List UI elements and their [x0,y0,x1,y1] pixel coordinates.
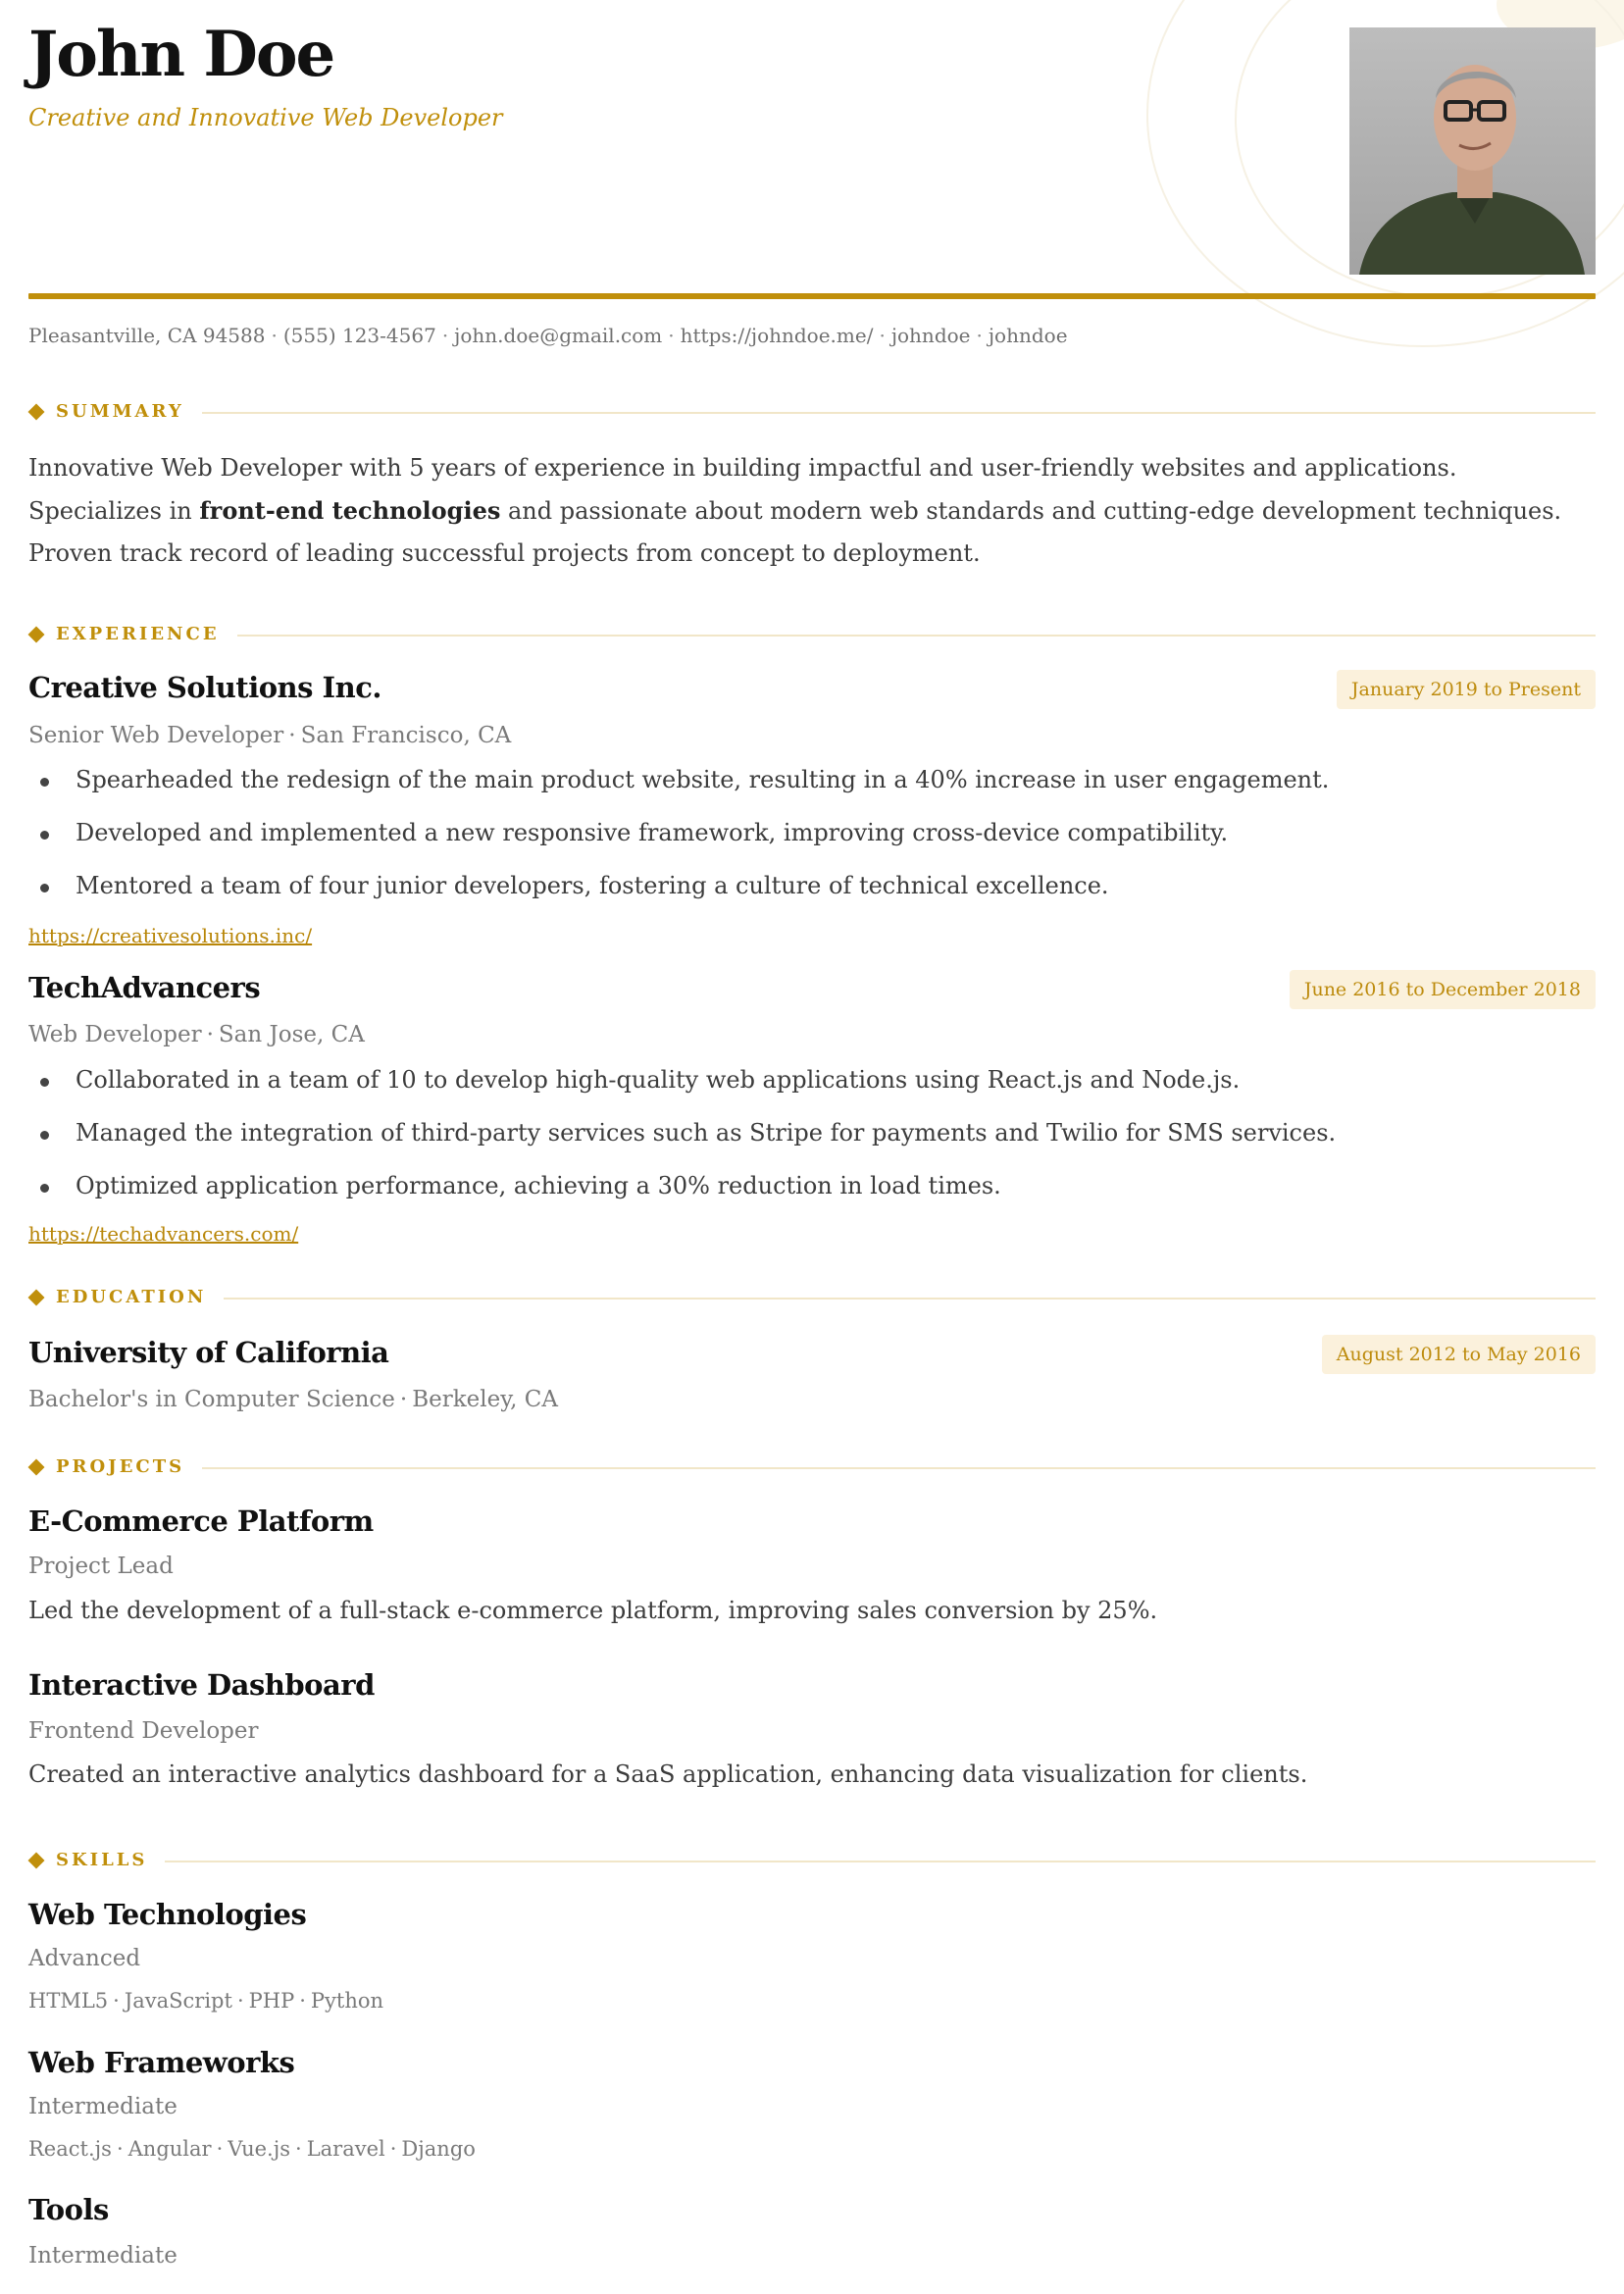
diamond-icon [28,1290,45,1306]
education-location: Berkeley, CA [412,1387,559,1412]
skill-name: Web Technologies [28,1898,307,1931]
experience-date-badge: June 2016 to December 2018 [1290,970,1596,1009]
headline: Creative and Innovative Web Developer [28,104,503,131]
section-heading-education [28,1287,1596,1310]
section-title: PROJECTS [56,1456,202,1477]
section-rule [56,635,1596,637]
experience-subtitle [28,1022,365,1047]
section-heading-projects [28,1456,1596,1480]
separator-dot: · [299,1989,306,2013]
skill-keyword: Laravel [306,2137,385,2161]
experience-highlights [28,766,1596,925]
education-institution: University of California [28,1336,389,1369]
section-title: SKILLS [56,1850,165,1870]
education-date-badge: August 2012 to May 2016 [1322,1335,1596,1374]
experience-location: San Francisco, CA [300,723,512,748]
separator-dot: · [113,1989,120,2013]
section-title: EXPERIENCE [56,624,237,644]
list-item: Managed the integration of third-party services such as Stripe for payments and Twilio for SMS services. [28,1119,1596,1172]
project-name: E-Commerce Platform [28,1504,374,1538]
education-subtitle [28,1387,558,1412]
separator-dot: · [116,2137,124,2161]
separator-dot: · [206,1022,214,1047]
separator-dot: · [216,2137,224,2161]
list-item: Collaborated in a team of 10 to develop high-quality web applications using React.js and Node.js. [28,1066,1596,1119]
diamond-icon [28,404,45,421]
diamond-icon [28,1459,45,1476]
project-role: Frontend Developer [28,1718,259,1744]
section-title: EDUCATION [56,1287,224,1307]
separator-dot: · [976,324,983,347]
summary-text-part: Innovative Web Developer with 5 years of experience in building impactful and user-friendly websites and applications. Specializes in [28,454,1457,525]
profile-photo [1349,27,1596,275]
section-rule [56,412,1596,414]
skill-keywords [28,1989,383,2013]
skill-keyword: Angular [127,2137,212,2161]
project-name: Interactive Dashboard [28,1668,375,1702]
separator-dot: · [441,324,449,347]
list-item: Mentored a team of four junior developers, fostering a culture of technical excellence. [28,872,1596,925]
skill-keyword: React.js [28,2137,112,2161]
separator-dot: · [389,2137,397,2161]
separator-dot: · [271,324,278,347]
section-heading-summary [28,401,1596,425]
experience-highlights [28,1066,1596,1225]
separator-dot: · [668,324,675,347]
contact-address: Pleasantville, CA 94588 [28,324,266,347]
experience-location: San Jose, CA [218,1022,365,1047]
section-title: SUMMARY [56,401,202,422]
skill-keyword: JavaScript [124,1989,232,2013]
candidate-name: John Doe [28,18,334,91]
diamond-icon [28,627,45,643]
skill-keyword: PHP [248,1989,295,2013]
section-heading-experience [28,624,1596,647]
separator-dot: · [399,1387,408,1412]
resume-page [28,0,1596,2294]
skill-level: Intermediate [28,2094,178,2119]
section-rule [56,1467,1596,1469]
experience-position: Senior Web Developer [28,723,284,748]
education-degree: Bachelor's in Computer Science [28,1387,395,1412]
separator-dot: · [288,723,296,748]
contact-website[interactable]: https://johndoe.me/ [680,324,874,347]
contact-profile-2[interactable]: johndoe [988,324,1068,347]
skill-keyword: Vue.js [228,2137,290,2161]
section-rule [56,1861,1596,1862]
skill-name: Tools [28,2193,109,2226]
skill-level: Advanced [28,1946,141,1971]
skill-keyword: Python [310,1989,384,2013]
contact-profile-1[interactable]: johndoe [890,324,971,347]
contact-phone[interactable]: (555) 123-4567 [282,324,436,347]
list-item: Spearheaded the redesign of the main product website, resulting in a 40% increase in user engagement. [28,766,1596,819]
project-role: Project Lead [28,1554,174,1579]
list-item: Optimized application performance, achieving a 30% reduction in load times. [28,1172,1596,1225]
skill-level: Intermediate [28,2243,178,2269]
skill-keywords [28,2137,476,2161]
skill-keyword: Django [401,2137,476,2161]
contact-line [28,324,1068,347]
summary-highlight: front-end technologies [199,496,501,525]
project-description: Led the development of a full-stack e-commerce platform, improving sales conversion by 25%. [28,1597,1158,1624]
contact-email[interactable]: john.doe@gmail.com [454,324,663,347]
section-rule [56,1298,1596,1300]
skill-keyword: HTML5 [28,1989,109,2013]
experience-date-badge: January 2019 to Present [1337,670,1596,709]
summary-text-part: and passionate about modern web standards and cutting-edge development techniques. Proven track record of leading successful projects from concept to deployment. [28,497,1562,567]
project-description: Created an interactive analytics dashboard for a SaaS application, enhancing data visualization for clients. [28,1760,1308,1788]
separator-dot: · [879,324,886,347]
skill-name: Web Frameworks [28,2046,295,2079]
section-heading-skills [28,1850,1596,1873]
separator-dot: · [236,1989,244,2013]
person-portrait-icon [1349,27,1596,275]
separator-dot: · [295,2137,302,2161]
experience-position: Web Developer [28,1022,202,1047]
experience-company: Creative Solutions Inc. [28,671,381,704]
experience-url-link[interactable]: https://techadvancers.com/ [28,1222,299,1246]
diamond-icon [28,1853,45,1869]
experience-subtitle [28,723,511,748]
summary-text [28,447,1596,575]
experience-url-link[interactable]: https://creativesolutions.inc/ [28,924,313,947]
header-divider [28,293,1596,299]
experience-company: TechAdvancers [28,971,261,1004]
list-item: Developed and implemented a new responsive framework, improving cross-device compatibility. [28,819,1596,872]
